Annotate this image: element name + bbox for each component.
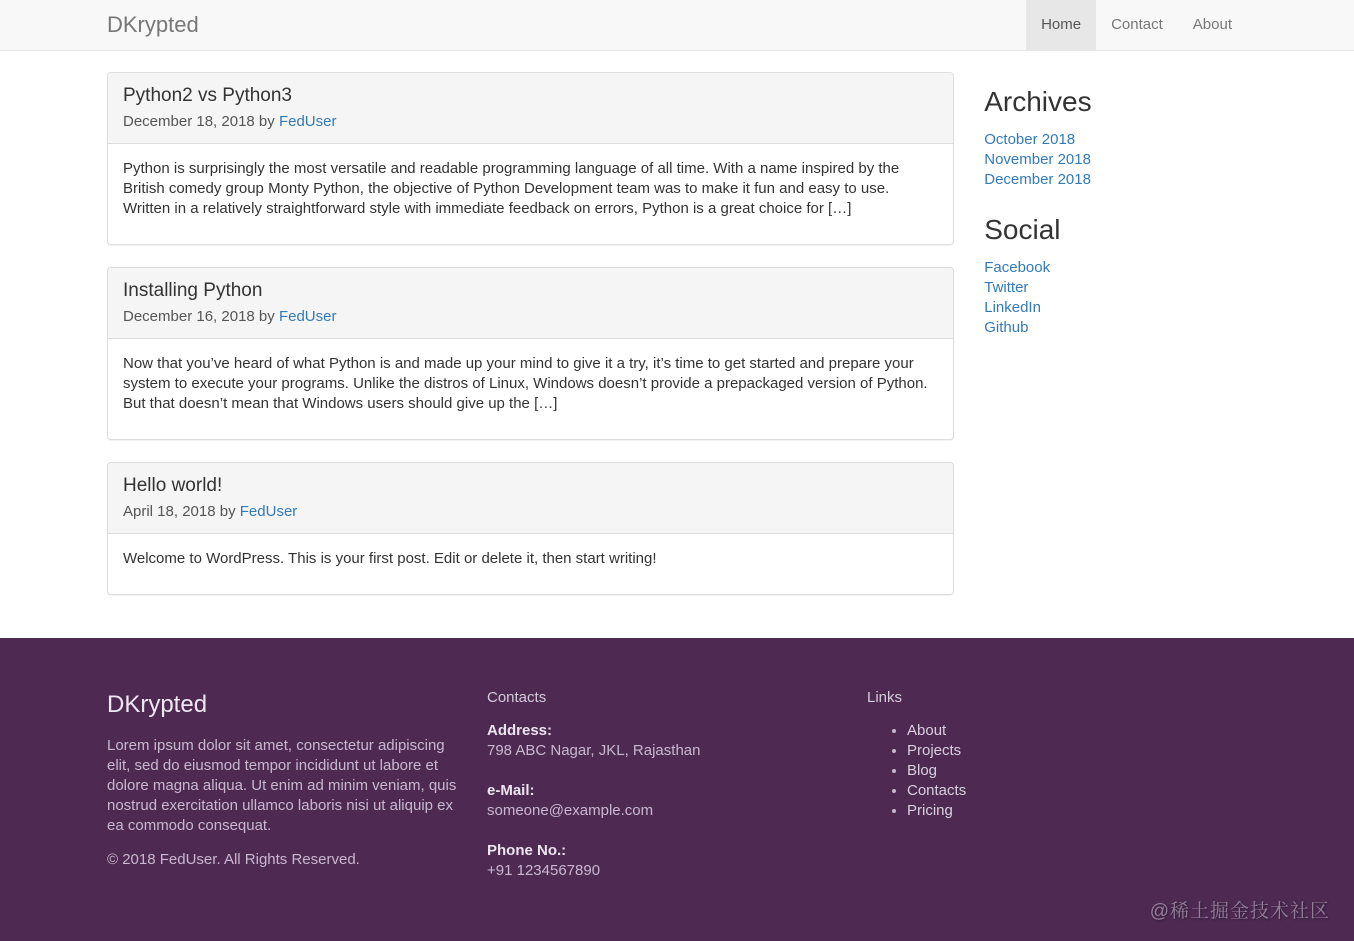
post-date: April 18, 2018 (123, 503, 216, 520)
archive-item (984, 170, 1247, 190)
footer-link-item (907, 781, 1217, 801)
social-link-github[interactable]: Github (984, 319, 1029, 336)
footer-link-about[interactable]: About (907, 722, 947, 739)
contact-label: Phone No.: (487, 842, 567, 859)
nav-link-about[interactable]: About (1192, 16, 1232, 33)
post-author-link[interactable]: FedUser (278, 113, 337, 130)
nav-item-about[interactable] (1178, 0, 1247, 50)
archive-link-december-2018[interactable]: December 2018 (984, 171, 1091, 188)
archive-item (984, 150, 1247, 170)
watermark: @稀土掘金技术社区 (1149, 901, 1330, 922)
footer-link-projects[interactable]: Projects (907, 742, 962, 759)
contact-value: 798 ABC Nagar, JKL, Rajasthan (487, 742, 701, 759)
nav-menu (1026, 0, 1247, 50)
nav-link-home[interactable]: Home (1026, 0, 1096, 50)
post-title[interactable]: Python2 vs Python3 (123, 85, 292, 106)
social-item (984, 258, 1247, 278)
archive-link-november-2018[interactable]: November 2018 (984, 151, 1091, 168)
footer-link-item (907, 761, 1217, 781)
post-list (107, 72, 954, 617)
nav-link-contact[interactable]: Contact (1111, 16, 1163, 33)
post-excerpt: Now that you’ve heard of what Python is and made up your mind to give it a try, it’s time to get started and prepare your system to execute your programs. Unlike the distros of Linux, Windows doesn’t provide a prepackaged version of Python. But that doesn’t mean that Windows users should give up the […] (123, 355, 928, 412)
post-date: December 18, 2018 (123, 113, 255, 130)
contacts-heading: Contacts (487, 689, 547, 706)
navbar (0, 0, 1354, 51)
social-item (984, 278, 1247, 298)
post-date: December 16, 2018 (123, 308, 255, 325)
footer-link-contacts[interactable]: Contacts (907, 782, 967, 799)
contact-label: Address: (487, 722, 553, 739)
contact-entry-email (487, 781, 837, 821)
post-card (107, 72, 954, 245)
contact-value: +91 1234567890 (487, 862, 601, 879)
footer-link-item (907, 801, 1217, 821)
footer-brand: DKrypted (107, 691, 208, 718)
post-by-label: by (258, 308, 275, 325)
post-author-link[interactable]: FedUser (278, 308, 337, 325)
post-title[interactable]: Installing Python (123, 280, 263, 301)
main-content (92, 51, 1262, 627)
nav-item-contact[interactable] (1096, 0, 1178, 50)
footer-contacts-column (487, 688, 867, 901)
footer-link-blog[interactable]: Blog (907, 762, 938, 779)
post-body (108, 144, 953, 244)
social-link-facebook[interactable]: Facebook (984, 259, 1051, 276)
archive-link-october-2018[interactable]: October 2018 (984, 131, 1076, 148)
post-meta (123, 112, 938, 132)
contact-entry-phone (487, 841, 837, 881)
post-body (108, 534, 953, 594)
footer-link-item (907, 721, 1217, 741)
sidebar (984, 72, 1247, 617)
footer (0, 638, 1354, 941)
footer-links-list (867, 721, 1217, 821)
footer-about-text: Lorem ipsum dolor sit amet, consectetur adipiscing elit, sed do eiusmod tempor incididunt ut labore et dolore magna aliqua. Ut enim ad minim veniam, quis nostrud exercitation ullamco laboris nisi ut aliquip ex ea commodo consequat. (107, 737, 457, 834)
social-list (984, 258, 1247, 338)
post-header (108, 463, 953, 534)
brand-link[interactable]: DKrypted (107, 12, 199, 37)
post-by-label: by (258, 113, 275, 130)
social-heading: Social (984, 214, 1061, 245)
footer-copyright: © 2018 FedUser. All Rights Reserved. (107, 851, 360, 868)
post-title[interactable]: Hello world! (123, 475, 223, 496)
post-card (107, 462, 954, 595)
post-by-label: by (219, 503, 236, 520)
post-excerpt: Python is surprisingly the most versatile and readable programming language of all time. With a name inspired by the British comedy group Monty Python, the objective of Python Development team was to make it fun and easy to use. Written in a relatively straightforward style with immediate feedback on errors, Python is a great choice for […] (123, 160, 900, 217)
links-heading: Links (867, 689, 903, 706)
social-link-twitter[interactable]: Twitter (984, 279, 1029, 296)
social-link-linkedin[interactable]: LinkedIn (984, 299, 1041, 316)
social-item (984, 318, 1247, 338)
archives-heading: Archives (984, 86, 1092, 117)
post-header (108, 73, 953, 144)
nav-item-home[interactable] (1026, 0, 1096, 50)
archive-item (984, 130, 1247, 150)
archives-list (984, 130, 1247, 190)
contact-entry-address (487, 721, 837, 761)
post-card (107, 267, 954, 440)
post-meta (123, 307, 938, 327)
contact-value: someone@example.com (487, 802, 654, 819)
post-header (108, 268, 953, 339)
social-item (984, 298, 1247, 318)
post-excerpt: Welcome to WordPress. This is your first post. Edit or delete it, then start writing! (123, 550, 657, 567)
post-meta (123, 502, 938, 522)
post-author-link[interactable]: FedUser (239, 503, 298, 520)
footer-link-item (907, 741, 1217, 761)
footer-brand-column (107, 688, 487, 901)
footer-link-pricing[interactable]: Pricing (907, 802, 953, 819)
post-body (108, 339, 953, 439)
footer-links-column (867, 688, 1247, 901)
contact-label: e-Mail: (487, 782, 535, 799)
